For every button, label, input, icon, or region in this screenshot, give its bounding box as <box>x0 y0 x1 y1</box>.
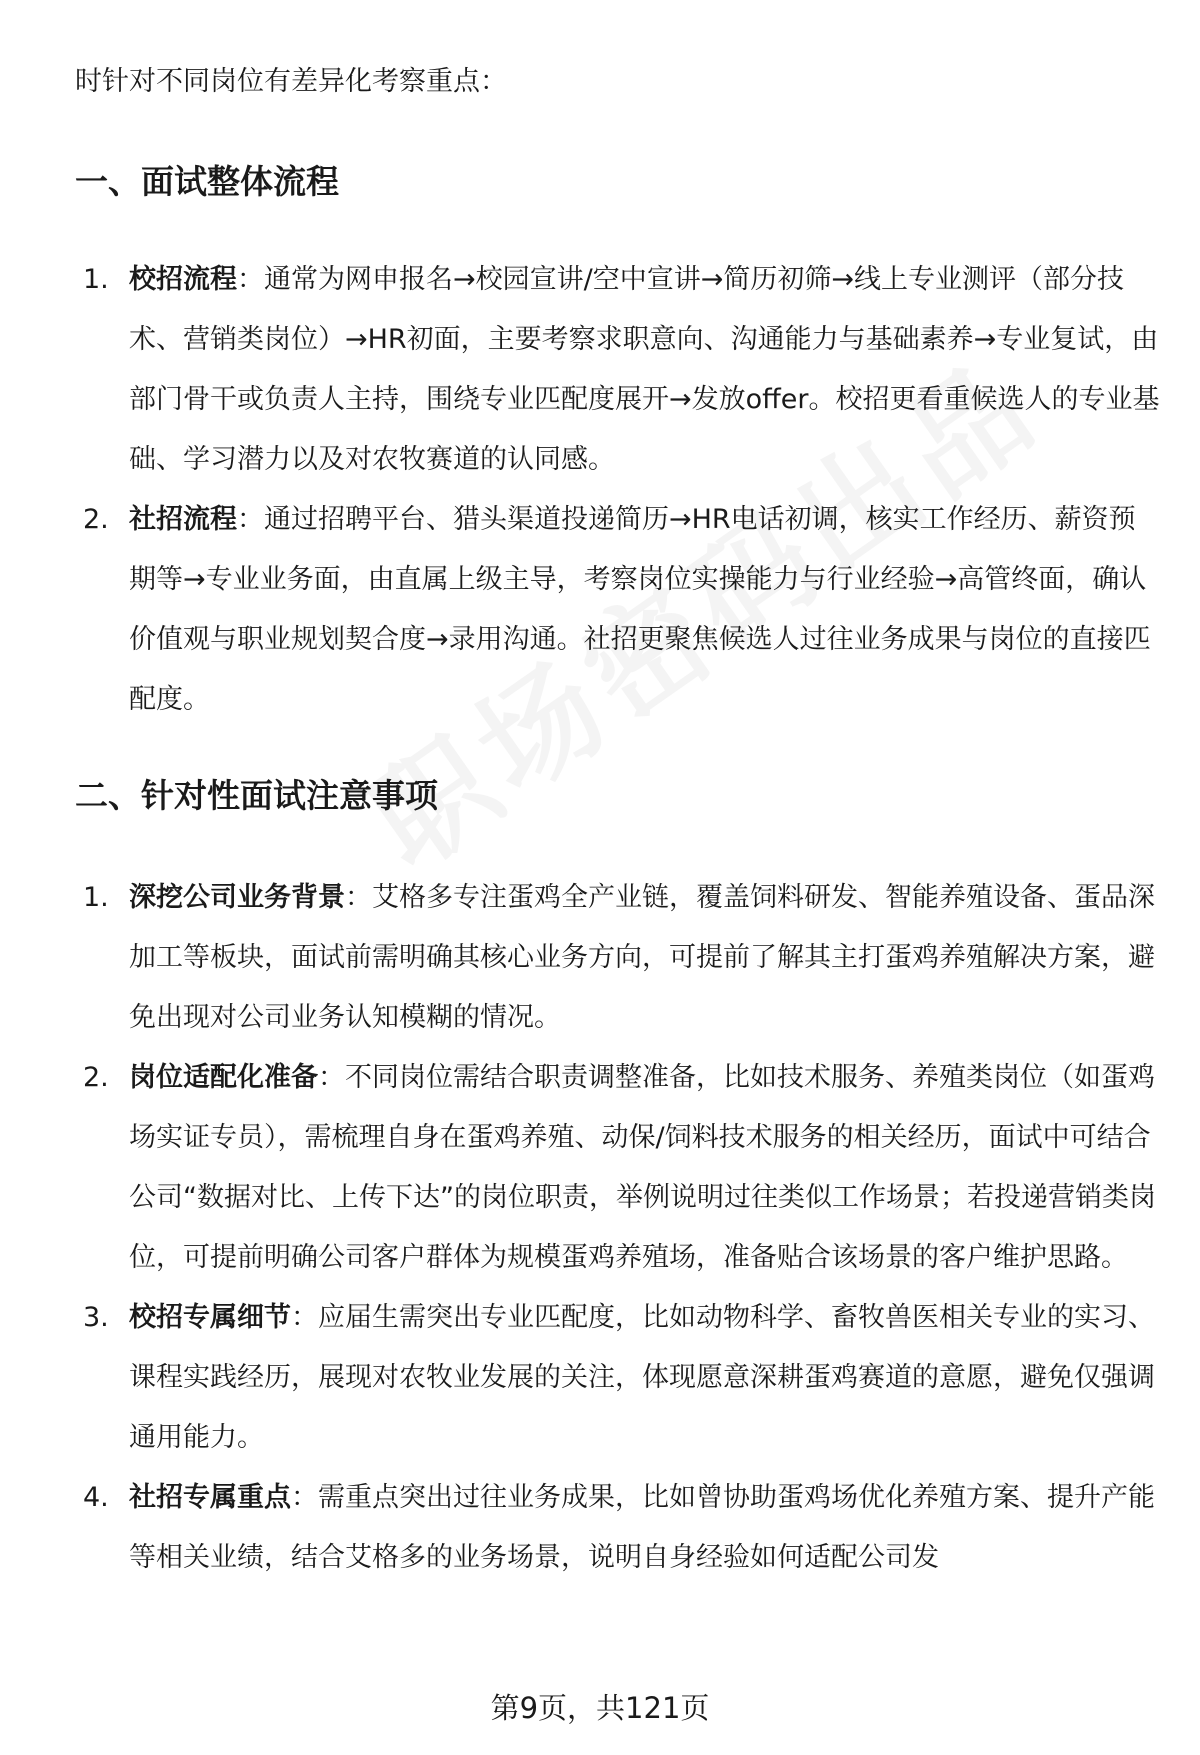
list-item <box>75 1288 1160 1468</box>
list-item <box>75 1048 1160 1288</box>
list-number: 3. <box>83 1302 109 1333</box>
list-number: 2. <box>83 504 109 535</box>
list-item-term: 深挖公司业务背景 <box>129 882 345 913</box>
list-item-text: ：不同岗位需结合职责调整准备，比如技术服务、养殖类岗位（如蛋鸡场实证专员），需梳理自身在蛋鸡养殖、动保/饲料技术服务的相关经历，面试中可结合公司“数据对比、上传下达”的岗位职责，举例说明过往类似工作场景；若投递营销类岗位，可提前明确公司客户群体为规模蛋鸡养殖场，准备贴合该场景的客户维护思路。 <box>129 1062 1156 1273</box>
list-item-text: ：应届生需突出专业匹配度，比如动物科学、畜牧兽医相关专业的实习、课程实践经历，展现对农牧业发展的关注，体现愿意深耕蛋鸡赛道的意愿，避免仅强调通用能力。 <box>129 1302 1155 1453</box>
list-item-term: 社招流程 <box>129 504 237 535</box>
list-item-term: 岗位适配化准备 <box>129 1062 318 1093</box>
section-heading-process: 一、面试整体流程 <box>75 162 339 201</box>
section-heading-notes: 二、针对性面试注意事项 <box>75 776 438 815</box>
list-item-term: 校招流程 <box>129 264 237 295</box>
list-item-text: ：通常为网申报名→校园宣讲/空中宣讲→简历初筛→线上专业测评（部分技术、营销类岗位）→HR初面，主要考察求职意向、沟通能力与基础素养→专业复试，由部门骨干或负责人主持，围绕专业匹配度展开→发放offer。校招更看重候选人的专业基础、学习潜力以及对农牧赛道的认同感。 <box>129 264 1160 475</box>
list-item-text: ：通过招聘平台、猎头渠道投递简历→HR电话初调，核实工作经历、薪资预期等→专业业务面，由直属上级主导，考察岗位实操能力与行业经验→高管终面，确认价值观与职业规划契合度→录用沟通。社招更聚焦候选人过往业务成果与岗位的直接匹配度。 <box>129 504 1151 715</box>
list-number: 4. <box>83 1482 109 1513</box>
list-item <box>75 868 1160 1048</box>
list-item <box>75 1468 1160 1588</box>
list-item-term: 校招专属细节 <box>129 1302 291 1333</box>
list-item-term: 社招专属重点 <box>129 1482 291 1513</box>
list-item <box>75 250 1160 490</box>
process-list <box>75 250 1160 730</box>
list-item <box>75 490 1160 730</box>
list-item-text: ：需重点突出过往业务成果，比如曾协助蛋鸡场优化养殖方案、提升产能等相关业绩，结合艾格多的业务场景，说明自身经验如何适配公司发 <box>129 1482 1155 1573</box>
list-number: 2. <box>83 1062 109 1093</box>
page-number-footer: 第9页，共121页 <box>490 1691 710 1725</box>
list-item-text: ：艾格多专注蛋鸡全产业链，覆盖饲料研发、智能养殖设备、蛋品深加工等板块，面试前需明确其核心业务方向，可提前了解其主打蛋鸡养殖解决方案，避免出现对公司业务认知模糊的情况。 <box>129 882 1155 1033</box>
notes-list <box>75 868 1160 1588</box>
list-number: 1. <box>83 264 109 295</box>
intro-text: 时针对不同岗位有差异化考察重点： <box>75 66 507 97</box>
list-number: 1. <box>83 882 109 913</box>
